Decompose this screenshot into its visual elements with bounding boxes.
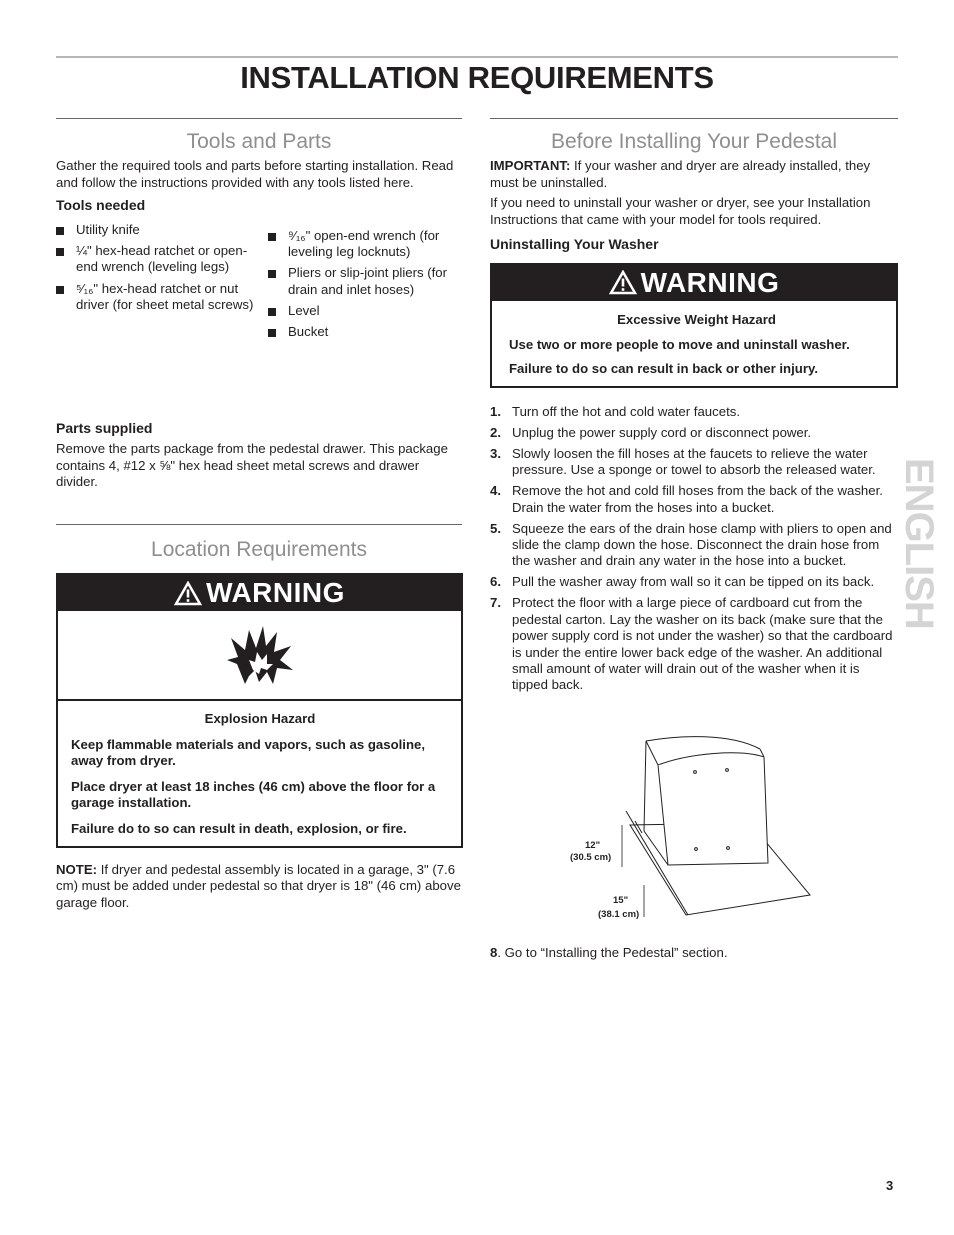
page-number: 3 — [886, 1178, 894, 1193]
hazard-title: Excessive Weight Hazard — [617, 311, 776, 327]
step-number: 5. — [490, 520, 501, 536]
step-number: 7. — [490, 595, 501, 611]
warning-triangle-icon — [609, 270, 637, 295]
step-text: Squeeze the ears of the drain hose clamp with pliers to open and slide the clamp down the hose. Disconnect the drain hose from the washer and drain any water in the hose into a bucket. — [512, 520, 892, 569]
uninstalling-label: Uninstalling Your Washer — [490, 236, 659, 253]
step-text: Remove the hot and cold fill hoses from the back of the washer. Drain the water from the hoses into a bucket. — [512, 483, 883, 515]
tool-item-text: ⁵⁄₁₆" hex-head ratchet or nut driver (for sheet metal screws) — [76, 280, 254, 312]
tools-parts-heading: Tools and Parts — [186, 130, 332, 153]
dim-15-cm-label: (38.1 cm) — [598, 909, 640, 920]
tools-list-right — [268, 228, 458, 346]
step-item — [490, 483, 898, 516]
step-text: Protect the floor with a large piece of cardboard cut from the pedestal carton. Lay the washer on its back (make sure that the power supply cord is not under the washer) so that the cardboard is under the entire lower back edge of the washer. An additional small amount of water will drain out of the washer when it is tipped back. — [512, 595, 893, 693]
tool-item — [268, 324, 458, 340]
warning-line: Failure to do so can result in back or other injury. — [509, 361, 818, 377]
warning-line: Failure do to so can result in death, explosion, or fire. — [71, 820, 407, 836]
weight-warning-box — [490, 263, 898, 388]
washer-tipped-illustration — [560, 735, 820, 925]
tool-item-text: Level — [288, 302, 320, 318]
step-item — [490, 521, 898, 570]
step-text: Unplug the power supply cord or disconnect power. — [512, 424, 812, 440]
location-section — [56, 524, 462, 911]
warning-header — [492, 265, 896, 301]
bullet-square-icon — [268, 329, 276, 337]
before-heading: Before Installing Your Pedestal — [550, 130, 838, 153]
uninstall-steps — [490, 404, 898, 694]
step-number: 2. — [490, 424, 501, 440]
garage-note — [56, 862, 462, 912]
step-number: 1. — [490, 403, 501, 419]
dim-12-label: 12" — [585, 840, 601, 851]
warning-line: Place dryer at least 18 inches (46 cm) above the floor for a garage installation. — [71, 778, 436, 811]
section-rule — [490, 118, 898, 119]
bullet-square-icon — [56, 227, 64, 235]
bullet-square-icon — [268, 308, 276, 316]
tool-item — [268, 303, 458, 319]
tools-intro: Gather the required tools and parts before starting installation. Read and follow the instructions provided with any tools listed here. — [56, 158, 454, 190]
bullet-square-icon — [268, 233, 276, 241]
dim-15-label: 15" — [613, 895, 629, 906]
tool-item — [268, 228, 458, 261]
tool-item-text: Bucket — [288, 324, 329, 340]
step-8-number: 8 — [490, 945, 498, 960]
note-label: NOTE: — [56, 861, 98, 877]
tool-item-text: ¼" hex-head ratchet or open-end wrench (leveling legs) — [76, 243, 248, 275]
bullet-square-icon — [268, 270, 276, 278]
important-note — [490, 158, 898, 191]
important-label: IMPORTANT: — [490, 158, 571, 173]
step-8-text: . Go to “Installing the Pedestal” section. — [497, 945, 728, 960]
step-item — [490, 595, 898, 693]
step-number: 4. — [490, 483, 501, 499]
step-number: 6. — [490, 574, 501, 590]
step-text: Turn off the hot and cold water faucets. — [512, 403, 740, 419]
bullet-square-icon — [56, 248, 64, 256]
explosion-warning-box — [56, 573, 463, 848]
warning-line: Keep flammable materials and vapors, such as gasoline, away from dryer. — [71, 736, 426, 769]
important-text: If your washer and dryer are already installed, they must be uninstalled. — [490, 158, 871, 190]
location-heading: Location Requirements — [151, 538, 367, 561]
tool-item — [268, 265, 458, 298]
tool-item-text: Utility knife — [76, 221, 140, 237]
step-8 — [490, 945, 728, 962]
tools-list-left — [56, 222, 268, 346]
tools-parts-section — [56, 118, 462, 490]
dim-12-cm-label: (30.5 cm) — [570, 852, 612, 863]
parts-supplied-label: Parts supplied — [56, 420, 153, 436]
top-rule — [56, 56, 898, 58]
tool-item-text: Pliers or slip-joint pliers (for drain and inlet hoses) — [288, 265, 448, 297]
warning-body — [58, 701, 461, 846]
page-title: INSTALLATION REQUIREMENTS — [240, 60, 714, 95]
step-item — [490, 425, 898, 441]
english-side-tab — [890, 450, 950, 630]
section-rule — [56, 524, 462, 525]
tools-needed-label: Tools needed — [56, 197, 146, 214]
tool-item — [56, 281, 268, 314]
warning-label: WARNING — [640, 266, 780, 298]
step-item — [490, 574, 898, 590]
explosion-icon — [225, 624, 295, 686]
before-section — [490, 118, 898, 698]
warning-triangle-icon — [174, 581, 202, 606]
step-text: Pull the washer away from wall so it can be tipped on its back. — [512, 574, 875, 590]
bullet-square-icon — [56, 286, 64, 294]
english-tab-text: ENGLISH — [897, 458, 941, 629]
hazard-title: Explosion Hazard — [204, 711, 316, 726]
step-text: Slowly loosen the fill hoses at the faucets to relieve the water pressure. Use a sponge or towel to absorb the released water. — [512, 445, 876, 478]
explosion-pictogram — [58, 611, 461, 701]
warning-body — [492, 301, 896, 386]
warning-header — [58, 575, 461, 611]
parts-supplied-text: Remove the parts package from the pedestal drawer. This package contains 4, #12 x ⅝" hex head sheet metal screws and drawer divider. — [56, 441, 448, 490]
warning-label: WARNING — [206, 577, 345, 608]
warning-line: Use two or more people to move and uninstall washer. — [509, 336, 850, 352]
tool-item-text: ⁹⁄₁₆" open-end wrench (for leveling leg locknuts) — [288, 227, 440, 260]
section-rule — [56, 118, 462, 119]
note-text: If dryer and pedestal assembly is located in a garage, 3" (7.6 cm) must be added under pedestal so that dryer is 18" (46 cm) above garage floor. — [56, 861, 461, 910]
tools-lists — [56, 222, 462, 346]
uninstall-text: If you need to uninstall your washer or dryer, see your Installation Instructions that came with your model for tools required. — [490, 195, 871, 227]
step-item — [490, 404, 898, 420]
step-item — [490, 446, 898, 479]
tool-item — [56, 243, 268, 276]
tool-item — [56, 222, 268, 238]
step-number: 3. — [490, 445, 501, 461]
